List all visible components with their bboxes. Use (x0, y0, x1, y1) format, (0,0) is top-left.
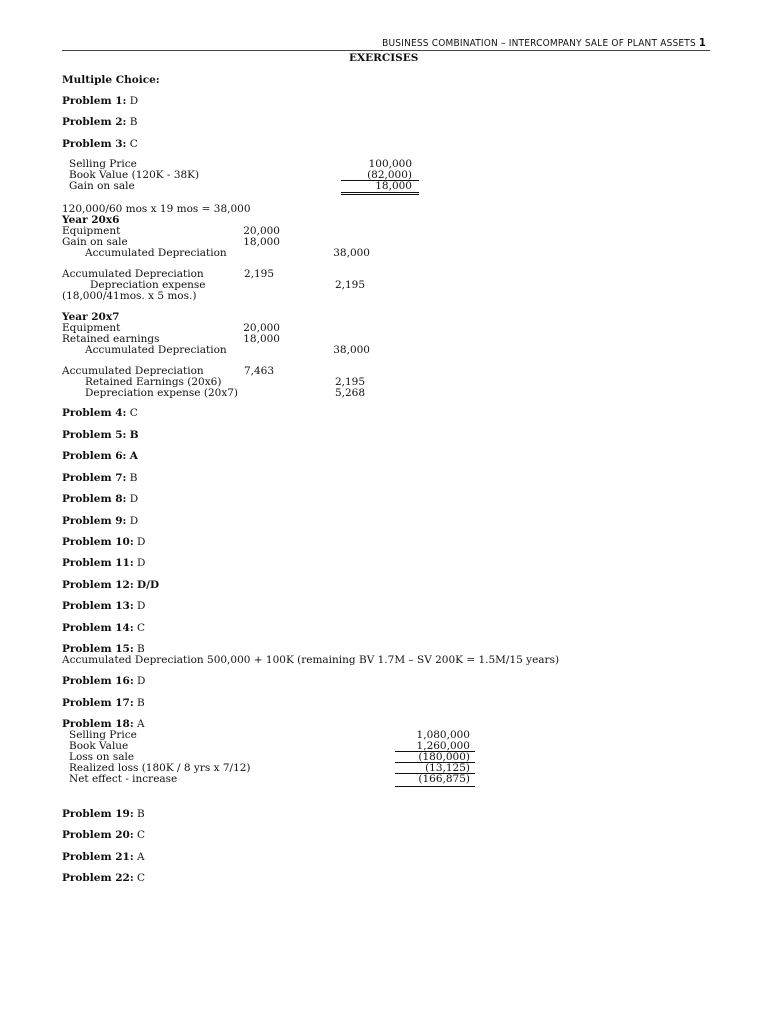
problem-answer: A (137, 851, 145, 863)
problem-5 (62, 429, 139, 441)
p18-item: Book Value (69, 740, 129, 752)
problem-label: Problem 3: (62, 138, 127, 150)
problem-label: Problem 7: (62, 472, 127, 484)
year-20x6-title: Year 20x6 (62, 214, 120, 226)
problem-label: Problem 5: (62, 429, 127, 441)
year-20x7-title: Year 20x7 (62, 311, 120, 323)
je-account: Equipment (62, 225, 121, 237)
je-debit: 20,000 (243, 225, 280, 237)
header-rule (62, 50, 710, 51)
problem-12 (62, 579, 159, 591)
mc-label: Multiple Choice: (62, 74, 160, 86)
problem-label: Problem 12: (62, 579, 134, 591)
problem-21 (62, 851, 145, 863)
p3-item: Book Value (120K - 38K) (69, 169, 200, 181)
je-account: Depreciation expense (20x7) (85, 387, 239, 399)
je-debit: 20,000 (243, 322, 280, 334)
je-account: Accumulated Depreciation (62, 268, 204, 280)
problem-14 (62, 622, 145, 634)
problem-answer: C (137, 829, 146, 841)
p18-amount: (13,125) (425, 762, 470, 774)
problem-label: Problem 18: (62, 718, 134, 730)
problem-answer: B (129, 472, 138, 484)
problem-label: Problem 22: (62, 872, 134, 884)
problem-answer: D (137, 557, 146, 569)
problem-answer: B (137, 643, 145, 655)
problem-16 (62, 675, 145, 687)
problem-answer: D (129, 493, 139, 505)
depreciation-calc: 120,000/60 mos x 19 mos = 38,000 (62, 203, 251, 215)
je-credit: 2,195 (334, 376, 365, 388)
problem-label: Problem 15: (62, 643, 134, 655)
je-account: Accumulated Depreciation (85, 247, 227, 259)
problem-10 (62, 536, 145, 548)
problem-label: Problem 21: (62, 851, 134, 863)
problem-20 (62, 829, 145, 841)
problem-answer: A (137, 718, 145, 730)
p3-amount: 100,000 (368, 158, 412, 170)
problem-4 (62, 407, 138, 419)
problem-19 (62, 808, 145, 820)
problem-answer: C (129, 407, 138, 419)
p18-item: Selling Price (69, 729, 137, 741)
je-account: Equipment (62, 322, 121, 334)
problem-label: Problem 19: (62, 808, 134, 820)
problem-answer: D (137, 675, 146, 687)
je-account: Retained earnings (62, 333, 160, 345)
p18-amount: (180,000) (418, 751, 470, 763)
problem-label: Problem 13: (62, 600, 134, 612)
problem-label: Problem 10: (62, 536, 134, 548)
problem-label: Problem 11: (62, 557, 134, 569)
problem-answer: D (129, 515, 139, 527)
problem-9 (62, 515, 138, 527)
problem-label: Problem 16: (62, 675, 134, 687)
p3-amount: (82,000) (367, 169, 412, 181)
problem-11 (62, 557, 145, 569)
problem-22 (62, 872, 145, 884)
je-credit: 2,195 (334, 279, 365, 291)
problem-answer: C (137, 872, 146, 884)
problem-label: Problem 2: (62, 116, 127, 128)
problem-label: Problem 17: (62, 697, 134, 709)
problem-17 (62, 697, 145, 709)
je-account: Accumulated Depreciation (85, 344, 227, 356)
je-account: Depreciation expense (90, 279, 206, 291)
je-credit: 38,000 (333, 344, 370, 356)
problem-answer: B (137, 697, 145, 709)
problem-label: Problem 9: (62, 515, 127, 527)
problem-answer: C (129, 138, 138, 150)
p3-item: Gain on sale (69, 180, 135, 192)
p18-item: Loss on sale (69, 751, 135, 763)
problem-answer: D (129, 95, 139, 107)
problem-8 (62, 493, 138, 505)
problem-answer: D (137, 600, 146, 612)
je-note: (18,000/41mos. x 5 mos.) (62, 290, 197, 302)
je-credit: 5,268 (334, 387, 365, 399)
section-heading: EXERCISES (349, 52, 419, 64)
page-number: 1 (698, 36, 706, 49)
running-header (382, 36, 706, 49)
problem-answer: B (129, 429, 139, 441)
je-debit: 18,000 (243, 236, 280, 248)
problem-answer: D (137, 536, 146, 548)
problem-label: Problem 20: (62, 829, 134, 841)
je-debit: 7,463 (243, 365, 274, 377)
p3-amount: 18,000 (375, 180, 412, 192)
problem-answer: D/D (137, 579, 160, 591)
je-debit: 2,195 (243, 268, 274, 280)
problem-3 (62, 138, 138, 150)
je-account: Gain on sale (62, 236, 128, 248)
problem-7 (62, 472, 137, 484)
p3-item: Selling Price (69, 158, 137, 170)
problem-6 (62, 450, 138, 462)
header-title: BUSINESS COMBINATION – INTERCOMPANY SALE OF PLANT ASSETS (382, 38, 696, 49)
je-credit: 38,000 (333, 247, 370, 259)
je-debit: 18,000 (243, 333, 280, 345)
p18-amount: (166,875) (418, 773, 470, 785)
je-account: Accumulated Depreciation (62, 365, 204, 377)
problem-answer: C (137, 622, 146, 634)
problem-label: Problem 1: (62, 95, 127, 107)
problem-2 (62, 116, 137, 128)
total-rule (395, 786, 475, 787)
total-double-rule (341, 192, 419, 195)
problem-label: Problem 6: (62, 450, 127, 462)
problem-answer: B (129, 116, 138, 128)
problem-answer: B (137, 808, 145, 820)
problem-label: Problem 4: (62, 407, 127, 419)
problem-1 (62, 95, 138, 107)
problem-answer: A (129, 450, 138, 462)
p18-item: Net effect - increase (69, 773, 178, 785)
problem-label: Problem 14: (62, 622, 134, 634)
problem-13 (62, 600, 145, 612)
p18-amount: 1,260,000 (416, 740, 470, 752)
je-account: Retained Earnings (20x6) (85, 376, 222, 388)
problem-15-note: Accumulated Depreciation 500,000 + 100K (remaining BV 1.7M – SV 200K = 1.5M/15 years) (62, 654, 560, 666)
problem-label: Problem 8: (62, 493, 127, 505)
p18-item: Realized loss (180K / 8 yrs x 7/12) (69, 762, 251, 774)
p18-amount: 1,080,000 (416, 729, 470, 741)
